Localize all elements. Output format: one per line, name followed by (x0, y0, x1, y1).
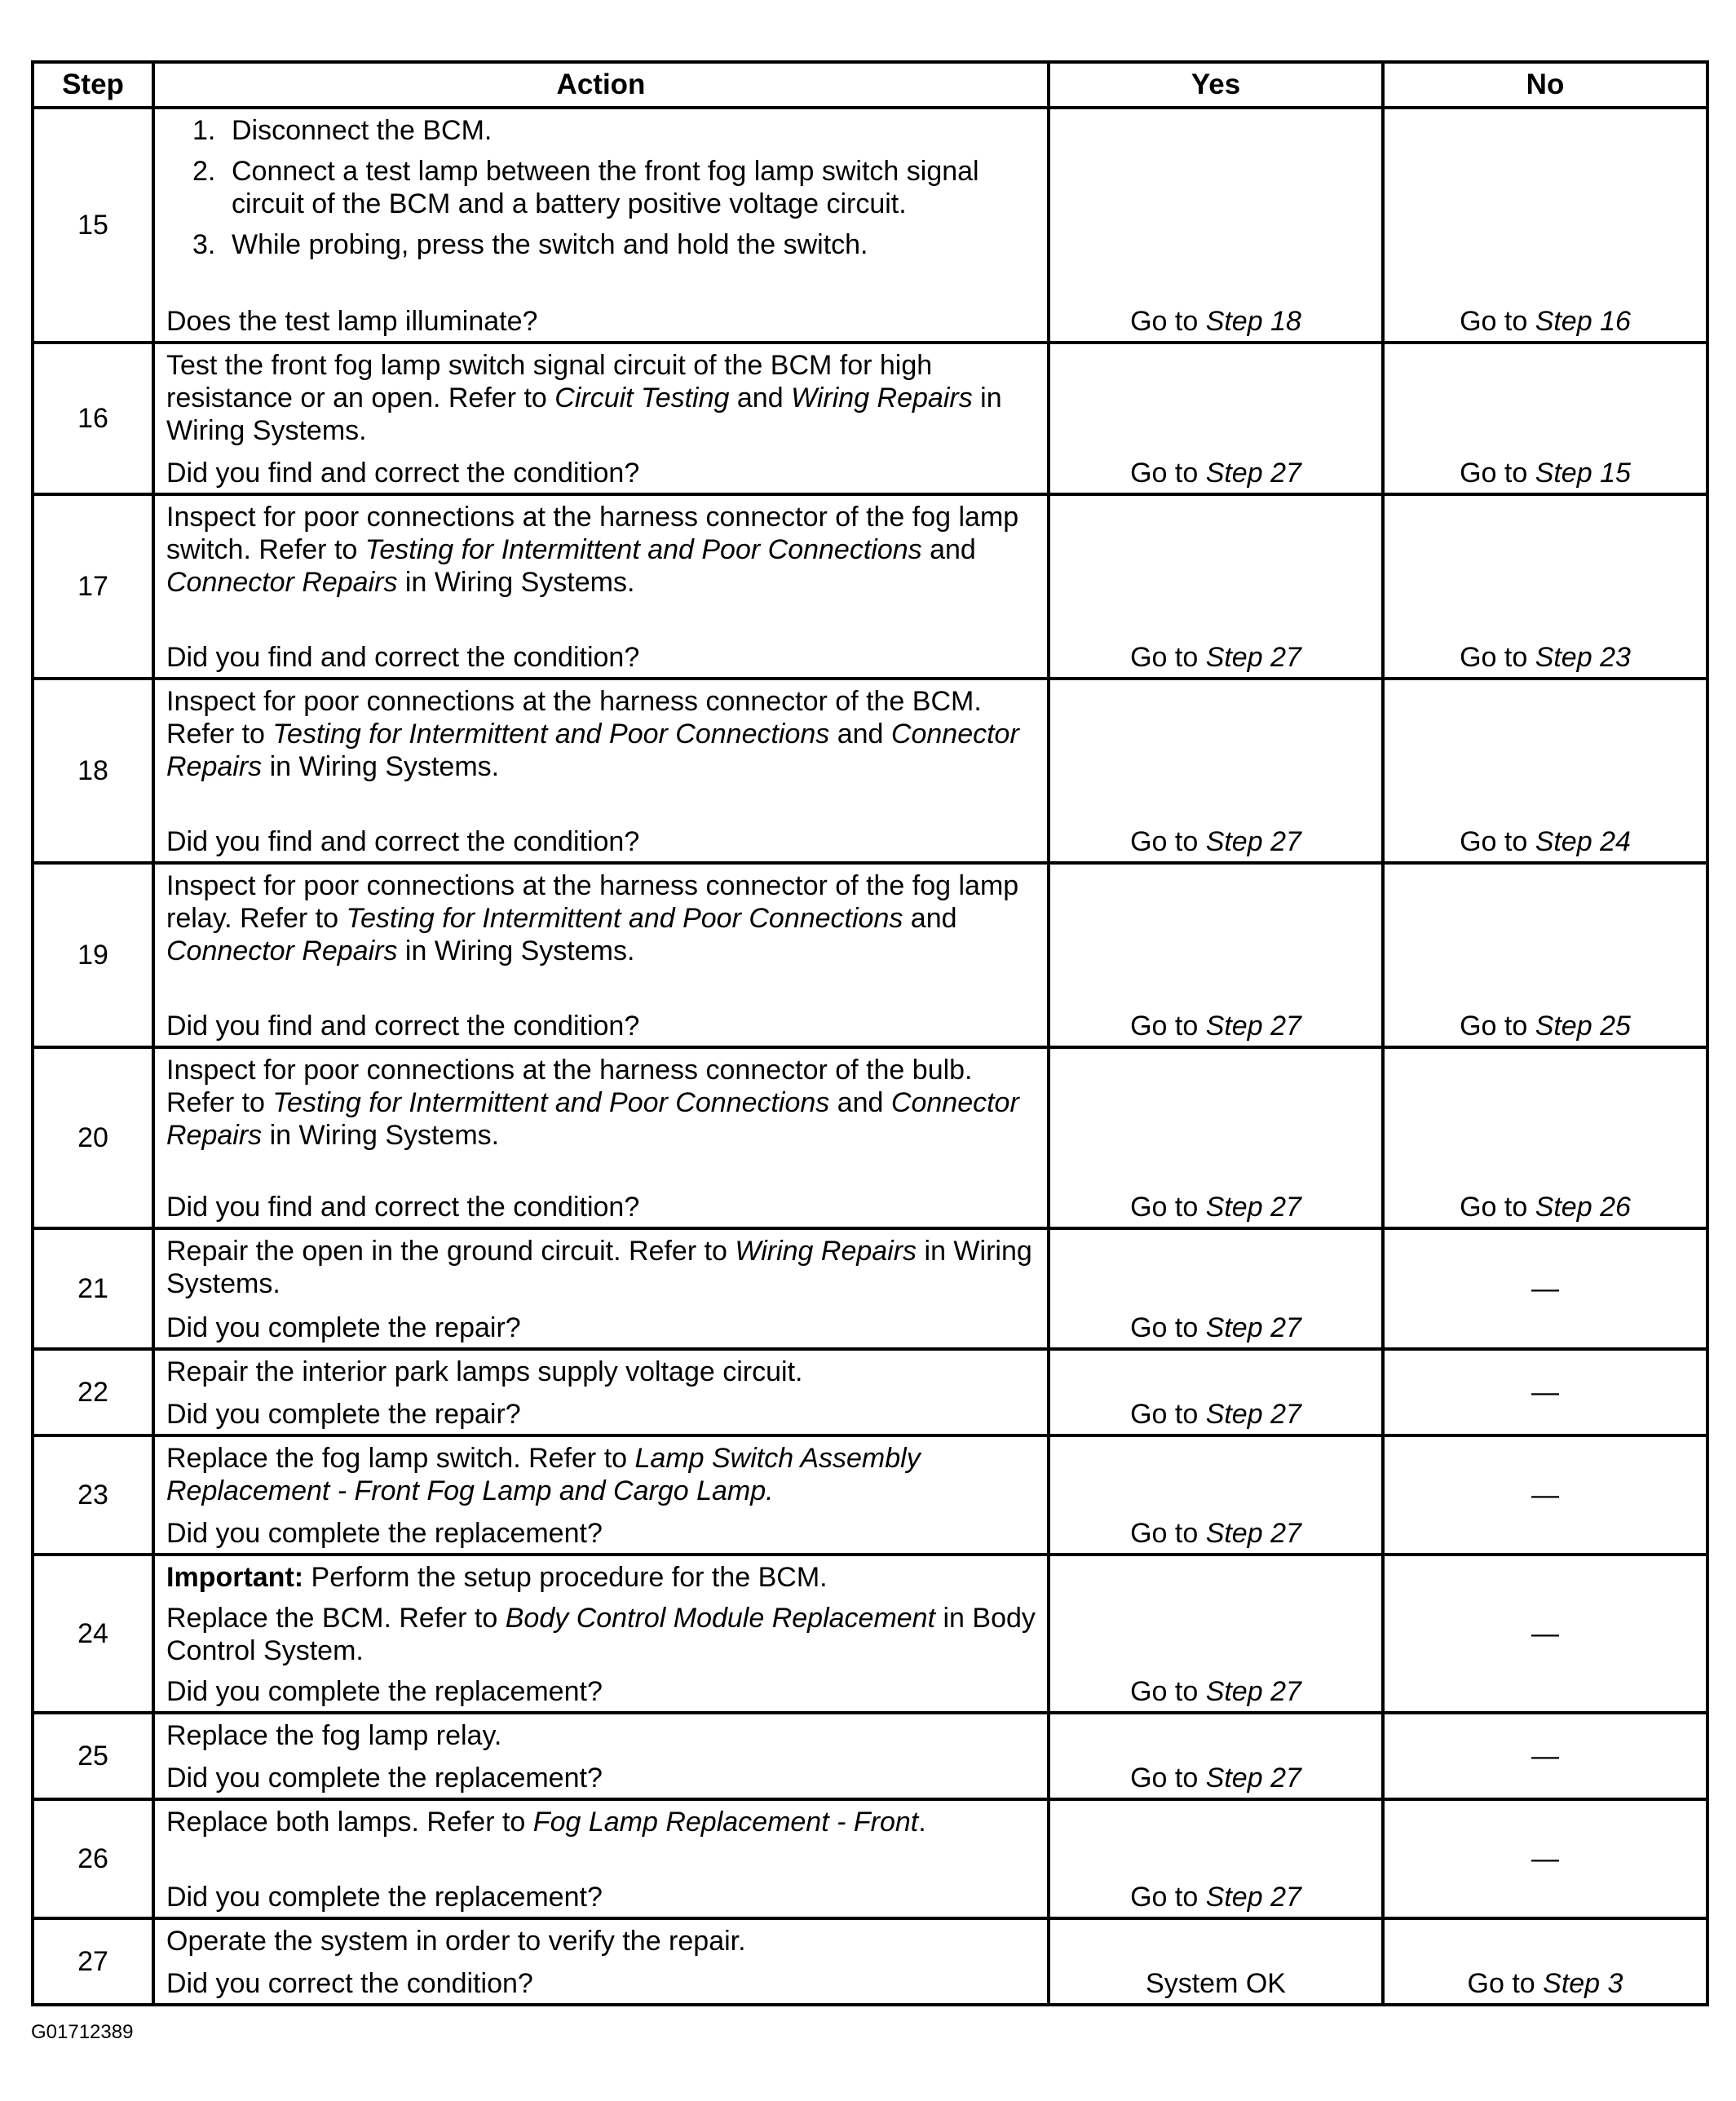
header-yes: Yes (1049, 62, 1383, 108)
action-cell (153, 679, 1049, 863)
no-result (1383, 1047, 1707, 1228)
yes-result-target: Step 27 (1205, 642, 1301, 673)
yes-result (1049, 494, 1383, 679)
yes-result-prefix: Go to (1130, 458, 1206, 489)
yes-result-prefix: Go to (1130, 1011, 1206, 1042)
yes-result-prefix: Go to (1130, 1312, 1206, 1343)
reference-link-text: Circuit Testing (554, 383, 730, 414)
action-text (166, 1054, 1036, 1152)
reference-link-text: Testing for Intermittent and Poor Connections (346, 903, 903, 935)
no-result-prefix: Go to (1460, 306, 1535, 337)
no-result (1383, 108, 1707, 343)
step-number: 16 (33, 343, 153, 494)
action-text-segment: Inspect for poor connections at the harness connector of the fog lamp relay. Refer to (166, 870, 1019, 935)
no-result-prefix: — (1531, 1617, 1559, 1649)
no-result (1383, 1349, 1707, 1435)
action-text-segment: Inspect for poor connections at the harness connector of the fog lamp switch. Refer to (166, 502, 1019, 566)
action-text-segment: in Wiring Systems. (166, 383, 1002, 447)
action-question: Did you complete the repair? (166, 1311, 521, 1343)
reference-link-text: Fog Lamp Replacement - Front (532, 1807, 919, 1838)
reference-link-text: Testing for Intermittent and Poor Connections (364, 534, 922, 566)
important-label: Important: (166, 1562, 304, 1593)
list-item (192, 114, 1036, 147)
action-text (166, 349, 1036, 447)
action-text-segment: Repair the open in the ground circuit. Refer to (166, 1236, 735, 1267)
action-question: Did you complete the replacement? (166, 1882, 603, 1913)
action-cell (153, 1228, 1049, 1349)
action-cell (153, 1047, 1049, 1228)
action-step-list (166, 114, 1036, 261)
no-result-target: Step 23 (1535, 642, 1631, 673)
list-item-text: Connect a test lamp between the front fog lamp switch signal circuit of the BCM and a battery positive voltage circuit. (232, 156, 979, 220)
step-number: 20 (33, 1047, 153, 1228)
yes-result (1049, 863, 1383, 1047)
reference-link-text: Testing for Intermittent and Poor Connections (272, 719, 830, 750)
yes-result-prefix: System OK (1146, 1968, 1286, 2000)
no-result-prefix: Go to (1467, 1968, 1544, 2000)
step-number: 25 (33, 1713, 153, 1799)
yes-result-target: Step 27 (1205, 458, 1301, 489)
action-text-segment: Replace the fog lamp relay. (166, 1720, 502, 1752)
no-result-prefix: — (1531, 1740, 1559, 1771)
reference-link-text: Testing for Intermittent and Poor Connections (272, 1087, 830, 1119)
yes-result-prefix: Go to (1130, 1763, 1206, 1794)
step-number: 17 (33, 494, 153, 679)
no-result-prefix: Go to (1460, 1192, 1535, 1223)
list-item (192, 155, 1036, 220)
action-text (166, 869, 1036, 967)
action-text (166, 1356, 1036, 1388)
action-text-segment: in Wiring Systems. (262, 751, 500, 783)
action-text (166, 1442, 1036, 1507)
no-result (1383, 343, 1707, 494)
action-cell (153, 1435, 1049, 1555)
action-question: Did you find and correct the condition? (166, 457, 640, 489)
yes-result (1049, 1799, 1383, 1918)
no-result (1383, 1435, 1707, 1555)
reference-link-text: Wiring Repairs (735, 1236, 917, 1267)
table-row (33, 343, 1707, 494)
table-row (33, 1047, 1707, 1228)
reference-link-text: Connector Repairs (166, 935, 398, 967)
yes-result-prefix: Go to (1130, 1676, 1206, 1708)
table-header-row (33, 62, 1707, 108)
list-item-number: 2. (192, 156, 216, 188)
action-question: Did you correct the condition? (166, 1968, 533, 2000)
action-text-segment: Replace the BCM. Refer to (166, 1603, 506, 1634)
no-result (1383, 1799, 1707, 1918)
action-text (166, 1235, 1036, 1300)
action-text-segment: Replace both lamps. Refer to (166, 1807, 533, 1838)
step-number: 26 (33, 1799, 153, 1918)
yes-result (1049, 108, 1383, 343)
no-result-target: Step 15 (1535, 458, 1631, 489)
step-number: 15 (33, 108, 153, 343)
action-cell (153, 1918, 1049, 2005)
action-question: Did you complete the repair? (166, 1398, 521, 1430)
no-result-target: Step 3 (1543, 1968, 1623, 2000)
yes-result-prefix: Go to (1130, 826, 1206, 857)
no-result (1383, 1918, 1707, 2005)
step-number: 21 (33, 1228, 153, 1349)
yes-result (1049, 1713, 1383, 1799)
yes-result-target: Step 27 (1205, 826, 1301, 857)
action-text-segment: Inspect for poor connections at the harness connector of the BCM. Refer to (166, 686, 982, 750)
action-text-segment: . (918, 1807, 926, 1838)
action-text-segment: Replace the fog lamp switch. Refer to (166, 1443, 635, 1474)
list-item-text: Disconnect the BCM. (232, 115, 493, 146)
step-number: 19 (33, 863, 153, 1047)
no-result-prefix: — (1531, 1479, 1559, 1511)
no-result-prefix: Go to (1460, 826, 1535, 857)
step-number: 18 (33, 679, 153, 863)
no-result-prefix: Go to (1460, 642, 1535, 673)
action-text-segment: and (729, 383, 792, 414)
action-question: Did you complete the replacement? (166, 1676, 603, 1708)
list-item (192, 228, 1036, 261)
no-result-prefix: — (1531, 1842, 1559, 1874)
action-question: Did you find and correct the condition? (166, 825, 640, 857)
no-result-prefix: Go to (1460, 458, 1535, 489)
action-text-segment: Inspect for poor connections at the harness connector of the bulb. Refer to (166, 1055, 973, 1119)
reference-link-text: Body Control Module Replacement (505, 1603, 936, 1634)
action-question: Did you complete the replacement? (166, 1517, 603, 1549)
action-question: Did you complete the replacement? (166, 1763, 603, 1794)
yes-result-target: Step 27 (1205, 1518, 1301, 1549)
header-step: Step (33, 62, 153, 108)
no-result (1383, 1228, 1707, 1349)
header-action: Action (153, 62, 1049, 108)
action-text-segment: and (903, 903, 957, 935)
no-result-target: Step 24 (1535, 826, 1631, 857)
yes-result-target: Step 27 (1205, 1676, 1301, 1708)
yes-result-prefix: Go to (1130, 642, 1206, 673)
no-result-prefix: Go to (1460, 1011, 1535, 1042)
action-cell (153, 343, 1049, 494)
yes-result-target: Step 27 (1205, 1763, 1301, 1794)
step-number: 24 (33, 1555, 153, 1713)
no-result-prefix: — (1531, 1272, 1559, 1304)
reference-link-text: Lamp Switch Assembly Replacement - Front Fog Lamp and Cargo Lamp. (166, 1443, 921, 1507)
action-question: Did you find and correct the condition? (166, 1191, 640, 1223)
yes-result-target: Step 27 (1205, 1882, 1301, 1913)
action-question: Does the test lamp illuminate? (166, 305, 538, 337)
action-text-segment: Test the front fog lamp switch signal circuit of the BCM for high resistance or an open. Refer to (166, 350, 933, 414)
yes-result-target: Step 27 (1205, 1192, 1301, 1223)
action-text-segment: in Wiring Systems. (397, 935, 635, 967)
yes-result-prefix: Go to (1130, 1882, 1206, 1913)
yes-result-prefix: Go to (1130, 1399, 1206, 1430)
diagnostic-table (31, 60, 1709, 2006)
table-row (33, 1918, 1707, 2005)
no-result (1383, 863, 1707, 1047)
step-number: 22 (33, 1349, 153, 1435)
action-text-segment: in Wiring Systems. (262, 1120, 500, 1152)
table-row (33, 863, 1707, 1047)
yes-result (1049, 1228, 1383, 1349)
table-row (33, 679, 1707, 863)
action-text-segment: Repair the interior park lamps supply voltage circuit. (166, 1356, 803, 1387)
action-text-segment: in Wiring Systems. (166, 1236, 1032, 1300)
action-text (166, 1806, 1036, 1838)
step-number: 27 (33, 1918, 153, 2005)
no-result-target: Step 25 (1535, 1011, 1631, 1042)
no-result-prefix: — (1531, 1376, 1559, 1408)
reference-link-text: Connector Repairs (166, 1087, 1019, 1152)
figure-id: G01712389 (31, 2021, 134, 2043)
important-note (166, 1561, 1036, 1594)
list-item-text: While probing, press the switch and hold the switch. (232, 229, 868, 261)
yes-result (1049, 1555, 1383, 1713)
action-text-segment: Operate the system in order to verify the repair. (166, 1926, 746, 1957)
action-cell (153, 1555, 1049, 1713)
reference-link-text: Connector Repairs (166, 719, 1019, 783)
no-result (1383, 1555, 1707, 1713)
yes-result (1049, 679, 1383, 863)
action-text (166, 1925, 1036, 1957)
table-row (33, 1228, 1707, 1349)
action-cell (153, 1349, 1049, 1435)
table-row (33, 108, 1707, 343)
no-result (1383, 679, 1707, 863)
yes-result-target: Step 27 (1205, 1399, 1301, 1430)
table-row (33, 1435, 1707, 1555)
action-text-segment: in Wiring Systems. (397, 567, 635, 599)
step-number: 23 (33, 1435, 153, 1555)
action-text (166, 1602, 1036, 1667)
no-result (1383, 494, 1707, 679)
table-row (33, 1713, 1707, 1799)
yes-result-prefix: Go to (1130, 1518, 1206, 1549)
no-result (1383, 1713, 1707, 1799)
yes-result (1049, 343, 1383, 494)
header-no: No (1383, 62, 1707, 108)
action-question: Did you find and correct the condition? (166, 641, 640, 673)
yes-result-target: Step 27 (1205, 1312, 1301, 1343)
yes-result (1049, 1047, 1383, 1228)
reference-link-text: Connector Repairs (166, 567, 398, 599)
action-cell (153, 494, 1049, 679)
no-result-target: Step 26 (1535, 1192, 1631, 1223)
action-text-segment: in Body Control System. (166, 1603, 1036, 1667)
yes-result-prefix: Go to (1130, 306, 1206, 337)
action-text (166, 685, 1036, 783)
yes-result-prefix: Go to (1130, 1192, 1206, 1223)
action-question: Did you find and correct the condition? (166, 1010, 640, 1042)
list-item-number: 1. (192, 115, 216, 146)
action-text-segment: and (829, 1087, 891, 1119)
action-cell (153, 108, 1049, 343)
yes-result-target: Step 27 (1205, 1011, 1301, 1042)
yes-result (1049, 1349, 1383, 1435)
list-item-number: 3. (192, 229, 216, 261)
action-text-segment: and (829, 719, 891, 750)
table-row (33, 1555, 1707, 1713)
table-row (33, 494, 1707, 679)
yes-result (1049, 1918, 1383, 2005)
action-cell (153, 1799, 1049, 1918)
action-text (166, 501, 1036, 599)
no-result-target: Step 16 (1535, 306, 1631, 337)
table-row (33, 1349, 1707, 1435)
action-text-segment: and (921, 534, 976, 566)
action-cell (153, 863, 1049, 1047)
action-text (166, 1719, 1036, 1752)
yes-result-target: Step 18 (1205, 306, 1301, 337)
table-row (33, 1799, 1707, 1918)
important-text: Perform the setup procedure for the BCM. (303, 1562, 828, 1593)
action-cell (153, 1713, 1049, 1799)
reference-link-text: Wiring Repairs (791, 383, 973, 414)
yes-result (1049, 1435, 1383, 1555)
